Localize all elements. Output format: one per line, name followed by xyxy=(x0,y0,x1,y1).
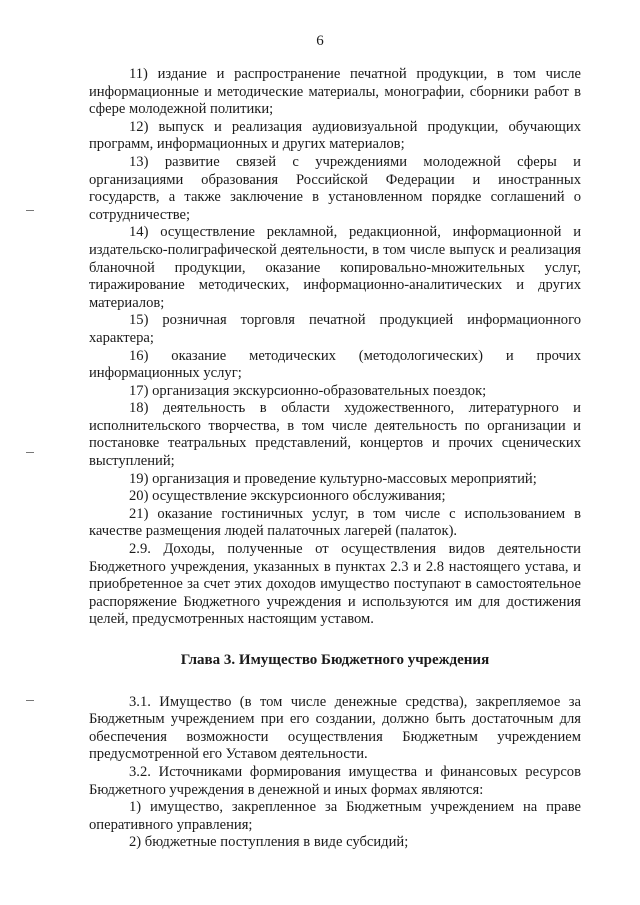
list-item-20: 20) осуществление экскурсионного обслуживания; xyxy=(129,488,446,505)
list-item-13: 13) развитие связей с учреждениями молодежной сферы и организациями образования Российской Федерации и иностранных государств, а также заключение в установленном порядке соглашений о сотрудничестве; xyxy=(89,153,581,223)
list-item-21: 21) оказание гостиничных услуг, в том числе с использованием в качестве размещения людей палаточных лагерей (палаток). xyxy=(89,505,581,540)
clause-3-1: 3.1. Имущество (в том числе денежные средства), закрепляемое за Бюджетным учреждением при его создании, должно быть достаточным для обеспечения возможности осуществления Бюджетным учреждением предусмотренной его Уставом деятельности. xyxy=(89,693,581,763)
chapter-heading: Глава 3. Имущество Бюджетного учреждения xyxy=(180,652,490,668)
document-body xyxy=(89,66,581,852)
source-item-1: 1) имущество, закрепленное за Бюджетным учреждением на праве оперативного управления; xyxy=(89,799,581,833)
list-item-15: 15) розничная торговля печатной продукцией информационного характера; xyxy=(89,312,581,346)
list-item-17: 17) организация экскурсионно-образовательных поездок; xyxy=(129,382,487,399)
list-item-11: 11) издание и распространение печатной продукции, в том числе информационные и методические материалы, монографии, сборники работ в сфере молодежной политики; xyxy=(89,66,581,118)
margin-mark xyxy=(26,210,34,211)
list-item-18: 18) деятельность в области художественного, литературного и исполнительского творчества, в том числе деятельность по организации и постановке театральных представлений, концертов и прочих сценических выступлений; xyxy=(89,400,581,470)
page-number: 6 xyxy=(316,33,324,49)
source-item-2: 2) бюджетные поступления в виде субсидий; xyxy=(129,834,409,851)
list-item-19: 19) организация и проведение культурно-массовых мероприятий; xyxy=(129,470,537,487)
list-item-16: 16) оказание методических (методологических) и прочих информационных услуг; xyxy=(89,347,581,382)
list-item-12: 12) выпуск и реализация аудиовизуальной продукции, обучающих программ, информационных и других материалов; xyxy=(89,118,581,153)
margin-mark xyxy=(26,452,34,453)
margin-mark xyxy=(26,700,34,701)
clause-3-2: 3.2. Источниками формирования имущества и финансовых ресурсов Бюджетного учреждения в денежной и иных формах являются: xyxy=(89,763,581,798)
clause-2-9: 2.9. Доходы, полученные от осуществления видов деятельности Бюджетного учреждения, указанных в пунктах 2.3 и 2.8 настоящего устава, и приобретенное за счет этих доходов имущество поступают в самостоятельное распоряжение Бюджетного учреждения и используются им для достижения целей, предусмотренных настоящим уставом. xyxy=(89,541,581,628)
list-item-14: 14) осуществление рекламной, редакционной, информационной и издательско-полиграфической деятельности, в том числе выпуск и реализация бланочной продукции, оказание копировально-множительных услуг, тиражирование методических, информационно-аналитических и других материалов; xyxy=(89,224,581,311)
